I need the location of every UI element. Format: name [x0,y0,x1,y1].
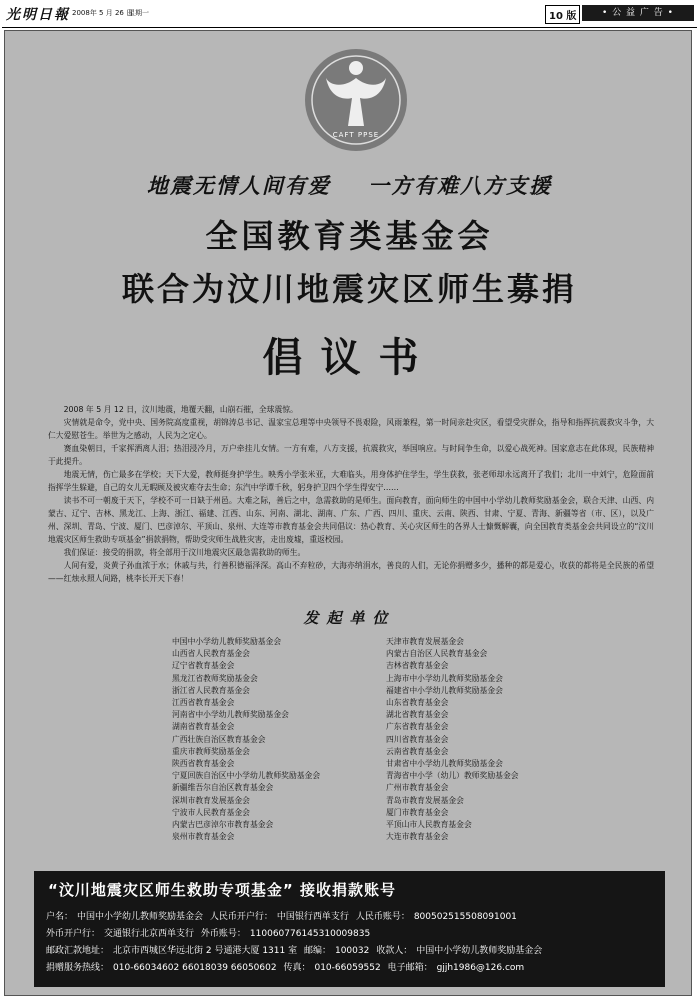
address: 北京市西城区华远北街 2 号通港大厦 1311 室 [113,946,298,956]
rmb-account: 800502515508091001 [413,912,517,922]
account-panel-title: “汶川地震灾区师生救助专项基金” 接收捐款账号 [48,881,396,899]
fx-bank-label: 外币开户行： [46,929,101,939]
fax: 010-66059552 [314,963,381,973]
fx-bank: 交通银行北京西单支行 [104,929,195,939]
address-label: 邮政汇款地址： [46,946,110,956]
proposal-body [48,403,654,585]
document-title: 倡议书 [262,334,437,381]
slogan [0,170,699,200]
sponsor-item: 湖北省教育基金会 [386,710,449,720]
postcode-label: 邮编： [303,946,331,956]
sponsor-item: 厦门市教育基金会 [386,807,449,817]
sponsors-heading: 发起单位 [303,609,396,627]
weekday: 星期一 [128,9,149,17]
sponsor-item: 山东省教育基金会 [386,698,449,708]
donation-account-panel [34,871,665,987]
sponsor-item: 大连市教育基金会 [386,832,449,842]
account-name-label: 户名： [46,912,74,922]
sponsor-item: 湖南省教育基金会 [172,722,235,732]
sponsor-item: 陕西省教育基金会 [172,759,235,769]
account-line-4 [46,960,528,973]
fax-label: 传真： [283,963,311,973]
sponsor-item: 广州市教育基金会 [386,783,449,793]
sponsor-item: 四川省教育基金会 [386,734,449,744]
account-line-2 [46,926,374,939]
sponsor-item: 广西壮族自治区教育基金会 [172,734,266,744]
sponsor-item: 泉州市教育基金会 [172,832,235,842]
masthead-rule [2,27,697,28]
sponsor-item: 山西省人民教育基金会 [172,649,250,659]
fx-account: 110060776145310009835 [249,929,371,939]
recipient: 中国中小学幼儿教师奖励基金会 [416,946,543,956]
section-label: • 公 益 广 告 • [582,5,694,21]
sponsor-item: 甘肃省中小学幼儿教师奖励基金会 [386,759,503,769]
email-label: 电子邮箱： [387,963,433,973]
body-paragraph: 我们保证：接受的捐款，将全部用于汶川地震灾区最急需救助的师生。 [63,548,306,557]
sponsor-item: 重庆市教师奖励基金会 [172,746,250,756]
headline-line-1: 全国教育类基金会 [205,217,494,255]
slogan-right: 一方有难八方支援 [368,173,553,198]
sponsor-item: 宁波市人民教育基金会 [172,807,250,817]
account-name: 中国中小学幼儿教师奖励基金会 [77,912,204,922]
page-number: 10 版 [545,5,580,24]
hotline: 010-66034602 66018039 66050602 [113,963,277,973]
sponsor-item: 辽宁省教育基金会 [172,661,235,671]
account-line-1 [46,909,521,922]
sponsor-item: 内蒙古巴彦淖尔市教育基金会 [172,820,274,830]
sponsor-item: 福建省中小学幼儿教师奖励基金会 [386,685,503,695]
body-paragraph: 读书不可一朝废于天下，学校不可一日缺于州邑。大难之际，善后之中，急需救助的是师生。面向教育，面向师生的中国中小学幼儿教师奖励基金会，联合天津、山西、内蒙古、辽宁、吉林、黑龙江、上海、浙江、福建、江西、山东、河南、湖北、湖南、广东、广西、四川、重庆、云南、陕西、甘肃、宁夏、青海、新疆等省（市、区），以及广州、深圳、青岛、宁波、厦门、巴彦淖尔、平顶山、泉州、大连等市教育基金会共同倡议：热心教育、关心灾区师生的各界人士慷慨解囊，向全国教育类基金会共同设立的“汶川地震灾区师生救助专项基金”捐款捐物，帮助受灾师生战胜灾害，走出废墟，重返校园。 [48,496,654,544]
account-line-3 [46,943,546,956]
body-paragraph: 2008 年 5 月 12 日，汶川地震，地覆天翻，山崩石摧，全球震惊。 [63,405,298,414]
body-paragraph: 赛血染朝日，千家挥洒离人泪；热泪浸冷月，万户牵挂儿女情。一方有难，八方支援，抗震救灾，举国响应。与时间争生命，以爱心战死神。国家意志在此体现，民族精神于此提升。 [48,444,654,466]
sponsor-item: 宁夏回族自治区中小学幼儿教师奖励基金会 [172,771,321,781]
sponsor-list-left [172,636,382,843]
logo-caption: CAFT PPSE [332,131,380,139]
hotline-label: 捐赠服务热线： [46,963,110,973]
sponsor-item: 天津市教育发展基金会 [386,637,464,646]
sponsor-item: 中国中小学幼儿教师奖励基金会 [172,637,282,646]
sponsor-item: 平顶山市人民教育基金会 [386,820,472,830]
recipient-label: 收款人： [376,946,413,956]
headline-line-2: 联合为汶川地震灾区师生募捐 [121,270,577,308]
sponsor-item: 青海省中小学（幼儿）教师奖励基金会 [386,771,519,781]
masthead [2,2,697,28]
sponsor-item: 上海市中小学幼儿教师奖励基金会 [386,673,503,683]
sponsor-item: 青岛市教育发展基金会 [386,795,464,805]
body-paragraph: 地震无情，伤亡最多在学校；天下大爱，教师挺身护学生。映秀小学张米亚，大难临头，用身体护住学生，学生获救，张老师却永远离开了我们；北川一中刘宁，危险面前指挥学生躲避，自己的女儿无暇顾及被灾难夺去生命；东汽中学谭千秋，躬身护卫四个学生得安宁…… [48,470,654,492]
sponsor-item: 云南省教育基金会 [386,746,449,756]
sponsor-item: 广东省教育基金会 [386,722,449,732]
body-paragraph: 人间有爱，炎黄子孙血浓于水；休戚与共，行善积德福泽深。高山不弃粒砂，大海亦纳涓水，善良的人们，无论你捐赠多少，播种的都是爱心，收获的都将是全民族的希望——红烛永照人间路，桃李长开天下春！ [48,561,654,583]
body-paragraph: 灾情就是命令，党中央、国务院高度重视，胡锦涛总书记、温家宝总理等中央领导不畏艰险，风雨兼程，第一时间亲赴灾区，看望受灾群众，指导和指挥抗震救灾斗争，大仁大爱慰苍生。举世为之感动，人民为之定心。 [48,418,654,440]
rmb-bank: 中国银行西单支行 [276,912,349,922]
sponsor-item: 江西省教育基金会 [172,698,235,708]
sponsor-item: 内蒙古自治区人民教育基金会 [386,649,488,659]
rmb-bank-label: 人民币开户行： [209,912,273,922]
sponsor-item: 吉林省教育基金会 [386,661,449,671]
newspaper-name: 光明日報 [6,7,70,23]
issue-date: 2008年 5 月 26 日 [72,9,134,17]
email: gjjh1986@126.com [436,963,525,973]
sponsor-list-right [386,636,606,843]
slogan-left: 地震无情人间有爱 [146,173,331,198]
rmb-account-label: 人民币账号： [355,912,410,922]
postcode: 100032 [334,946,370,956]
sponsor-item: 河南省中小学幼儿教师奖励基金会 [172,710,289,720]
sponsor-item: 黑龙江省教师奖励基金会 [172,673,258,683]
sponsor-item: 新疆维吾尔自治区教育基金会 [172,783,274,793]
fx-account-label: 外币账号： [200,929,246,939]
sponsor-item: 浙江省人民教育基金会 [172,685,250,695]
sponsor-item: 深圳市教育发展基金会 [172,795,250,805]
